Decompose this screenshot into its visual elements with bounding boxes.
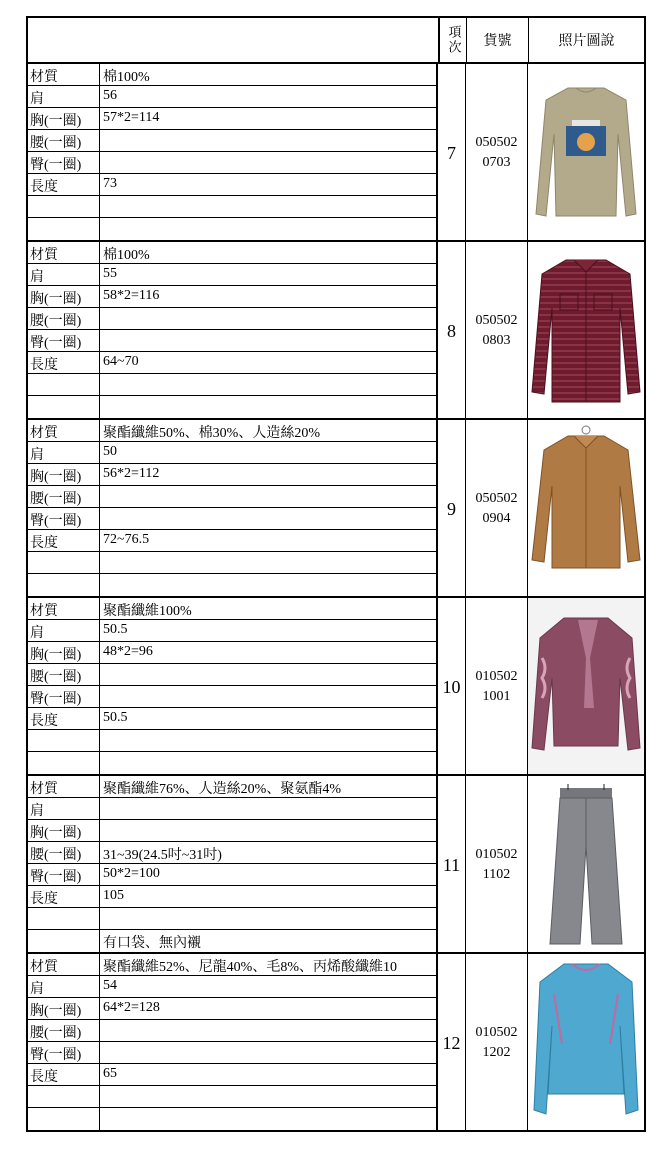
spec-row: [28, 930, 438, 954]
spec-row: [28, 642, 438, 664]
spec-value: 棉100%: [103, 248, 150, 263]
spec-value: 48*2=96: [103, 644, 153, 659]
spec-value: 聚酯纖維100%: [103, 604, 192, 619]
spec-row: [28, 1086, 438, 1108]
spec-row: [28, 886, 438, 908]
spec-row: [28, 998, 438, 1020]
spec-row: [28, 152, 438, 174]
spec-row: [28, 620, 438, 642]
spec-row: [28, 508, 438, 530]
spec-row: [28, 196, 438, 218]
spec-label: 臀(一圈): [30, 870, 82, 885]
spec-value: 31~39(24.5吋~31吋): [103, 848, 222, 863]
spec-value: 有口袋、無內襯: [103, 936, 201, 951]
spec-label: 長度: [30, 1070, 58, 1085]
spec-label: 胸(一圈): [30, 114, 82, 129]
item-code-line: 1102: [482, 867, 511, 882]
item-code: [466, 64, 528, 242]
item-block: [26, 954, 646, 1132]
spec-label: 肩: [30, 626, 44, 641]
spec-value: 105: [103, 888, 124, 903]
spec-row: [28, 352, 438, 374]
spec-table: [26, 954, 438, 1132]
spec-row: [28, 442, 438, 464]
item-block: [26, 598, 646, 776]
item-block: [26, 776, 646, 954]
spec-row: [28, 242, 438, 264]
header-item-no: 項次: [445, 25, 461, 55]
spec-label: 臀(一圈): [30, 1048, 82, 1063]
spec-value: 73: [103, 176, 117, 191]
spec-row: [28, 908, 438, 930]
spec-label: 臀(一圈): [30, 514, 82, 529]
item-code-line: 0703: [482, 155, 511, 170]
spec-value: 56*2=112: [103, 466, 160, 481]
item-number: 7: [438, 64, 466, 242]
spec-row: [28, 574, 438, 598]
spec-value: 50.5: [103, 710, 128, 725]
spec-value: 聚酯纖維50%、棉30%、人造絲20%: [103, 426, 320, 441]
block-divider: [26, 1130, 646, 1132]
spec-label: 腰(一圈): [30, 314, 82, 329]
spec-label: 臀(一圈): [30, 158, 82, 173]
long-sleeve-graphic-tee-photo: [528, 64, 646, 242]
spec-row: [28, 1108, 438, 1132]
spec-value: 聚酯纖維76%、人造絲20%、聚氨酯4%: [103, 782, 341, 797]
spec-row: [28, 864, 438, 886]
spec-value: 72~76.5: [103, 532, 150, 547]
spec-row: [28, 820, 438, 842]
spec-label: 胸(一圈): [30, 826, 82, 841]
item-code-line: 1001: [482, 689, 511, 704]
item-code-line: 050502: [475, 491, 518, 506]
spec-row: [28, 776, 438, 798]
spec-label: 長度: [30, 714, 58, 729]
spec-label: 腰(一圈): [30, 1026, 82, 1041]
spec-row: [28, 530, 438, 552]
spec-label: 胸(一圈): [30, 648, 82, 663]
spec-label: 材質: [30, 426, 58, 441]
spec-value: 50*2=100: [103, 866, 160, 881]
item-code: [466, 420, 528, 598]
spec-label: 長度: [30, 180, 58, 195]
spec-label: 材質: [30, 604, 58, 619]
spec-table: [26, 420, 438, 598]
header-row: [26, 16, 646, 64]
spec-label: 胸(一圈): [30, 470, 82, 485]
item-block: [26, 420, 646, 598]
spec-table: [26, 598, 438, 776]
spec-label: 材質: [30, 70, 58, 85]
spec-row: [28, 664, 438, 686]
spec-value: 棉100%: [103, 70, 150, 85]
item-number: 10: [438, 598, 466, 776]
spec-label: 肩: [30, 270, 44, 285]
item-code-line: 0803: [482, 333, 511, 348]
spec-label: 胸(一圈): [30, 1004, 82, 1019]
spec-row: [28, 798, 438, 820]
header-item-code: 貨號: [483, 33, 512, 49]
spec-row: [28, 1064, 438, 1086]
spec-row: [28, 374, 438, 396]
spec-row: [28, 330, 438, 352]
item-code-line: 010502: [475, 669, 518, 684]
item-code-line: 050502: [475, 313, 518, 328]
spec-row: [28, 552, 438, 574]
spec-row: [28, 842, 438, 864]
item-code: [466, 598, 528, 776]
spec-row: [28, 86, 438, 108]
spec-table: [26, 776, 438, 954]
spec-row: [28, 976, 438, 998]
item-code-line: 010502: [475, 1025, 518, 1040]
spec-label: 胸(一圈): [30, 292, 82, 307]
wine-ruffle-blouse-photo: [528, 598, 646, 776]
spec-row: [28, 286, 438, 308]
spec-label: 臀(一圈): [30, 692, 82, 707]
spec-label: 肩: [30, 804, 44, 819]
spec-value: 58*2=116: [103, 288, 160, 303]
spec-label: 材質: [30, 782, 58, 797]
spec-label: 臀(一圈): [30, 336, 82, 351]
spec-row: [28, 1042, 438, 1064]
spec-row: [28, 708, 438, 730]
item-code-line: 050502: [475, 135, 518, 150]
spec-row: [28, 1020, 438, 1042]
spec-label: 長度: [30, 358, 58, 373]
spec-row: [28, 598, 438, 620]
spec-row: [28, 218, 438, 242]
spec-row: [28, 130, 438, 152]
spec-value: 57*2=114: [103, 110, 160, 125]
spec-row: [28, 308, 438, 330]
item-block: [26, 64, 646, 242]
spec-label: 腰(一圈): [30, 492, 82, 507]
spec-value: 64*2=128: [103, 1000, 160, 1015]
spec-value: 65: [103, 1066, 117, 1081]
spec-label: 材質: [30, 248, 58, 263]
spec-value: 50.5: [103, 622, 128, 637]
spec-label: 腰(一圈): [30, 136, 82, 151]
spec-label: 腰(一圈): [30, 848, 82, 863]
camel-button-shirt-photo: [528, 420, 646, 598]
spec-row: [28, 954, 438, 976]
item-code-line: 1202: [482, 1045, 511, 1060]
burgundy-striped-shirt-photo: [528, 242, 646, 420]
spec-row: [28, 730, 438, 752]
spec-label: 肩: [30, 448, 44, 463]
item-code-line: 0904: [482, 511, 511, 526]
item-number: 8: [438, 242, 466, 420]
spec-label: 材質: [30, 960, 58, 975]
spec-value: 50: [103, 444, 117, 459]
spec-row: [28, 174, 438, 196]
spec-row: [28, 420, 438, 442]
spec-value: 54: [103, 978, 117, 993]
header-photo-caption: 照片圖說: [558, 33, 615, 49]
grey-wide-leg-trousers-photo: [528, 776, 646, 954]
spec-label: 肩: [30, 92, 44, 107]
item-block: [26, 242, 646, 420]
item-code: [466, 242, 528, 420]
spec-value: 56: [103, 88, 117, 103]
item-code: [466, 954, 528, 1132]
spec-row: [28, 64, 438, 86]
item-code: [466, 776, 528, 954]
spec-value: 64~70: [103, 354, 139, 369]
spec-row: [28, 486, 438, 508]
spec-row: [28, 686, 438, 708]
spec-table: [26, 242, 438, 420]
spec-row: [28, 464, 438, 486]
item-number: 12: [438, 954, 466, 1132]
spec-sheet: [26, 16, 646, 1134]
spec-row: [28, 264, 438, 286]
spec-table: [26, 64, 438, 242]
spec-row: [28, 752, 438, 776]
spec-value: 55: [103, 266, 117, 281]
spec-row: [28, 396, 438, 420]
spec-value: 聚酯纖維52%、尼龍40%、毛8%、丙烯酸纖維10: [103, 960, 397, 975]
item-number: 9: [438, 420, 466, 598]
spec-label: 腰(一圈): [30, 670, 82, 685]
spec-label: 長度: [30, 892, 58, 907]
item-code-line: 010502: [475, 847, 518, 862]
spec-row: [28, 108, 438, 130]
spec-label: 肩: [30, 982, 44, 997]
blue-knit-sweater-photo: [528, 954, 646, 1132]
spec-label: 長度: [30, 536, 58, 551]
item-number: 11: [438, 776, 466, 954]
